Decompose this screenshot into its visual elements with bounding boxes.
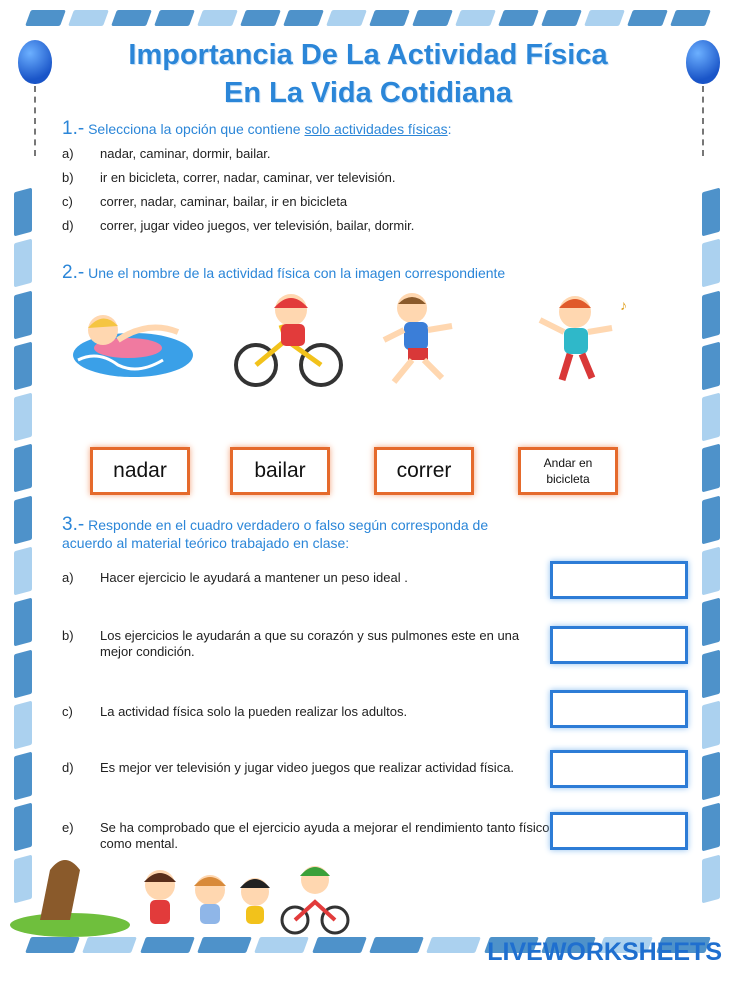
running-child-image xyxy=(372,290,502,390)
question-1-option-d[interactable]: d) correr, jugar video juegos, ver televisión, bailar, dormir. xyxy=(62,218,415,233)
answer-box-c[interactable] xyxy=(550,690,688,728)
question-1-option-c[interactable]: c) correr, nadar, caminar, bailar, ir en bicicleta xyxy=(62,194,348,209)
word-box-andar-en-bicicleta[interactable]: Andar en bicicleta xyxy=(518,447,618,495)
decorative-border-top xyxy=(28,10,708,26)
cycling-child-image xyxy=(226,290,356,390)
answer-box-e[interactable] xyxy=(550,812,688,850)
word-box-bailar[interactable]: bailar xyxy=(230,447,330,495)
question-1-option-a[interactable]: a) nadar, caminar, dormir, bailar. xyxy=(62,146,271,161)
question-3-prompt: 3.- Responde en el cuadro verdadero o falso según corresponda de acuerdo al material teórico trabajado en clase: xyxy=(62,514,489,551)
liveworksheets-logo: LIVEWORKSHEETS xyxy=(487,938,722,966)
decorative-border-right xyxy=(702,190,720,901)
answer-box-a[interactable] xyxy=(550,561,688,599)
question-1-prompt: 1.- Selecciona la opción que contiene solo actividades físicas: xyxy=(62,118,452,139)
page-title xyxy=(0,36,736,112)
svg-text:♪: ♪ xyxy=(620,297,627,313)
question-2-prompt: 2.- Une el nombre de la actividad física con la imagen correspondiente xyxy=(62,262,506,283)
decorative-border-left xyxy=(14,190,32,901)
word-box-correr[interactable]: correr xyxy=(374,447,474,495)
dancing-child-image xyxy=(520,290,650,390)
title-line-2: En La Vida Cotidiana xyxy=(224,77,512,109)
swimming-child-image xyxy=(68,290,198,390)
question-1-option-b[interactable]: b) ir en bicicleta, correr, nadar, caminar, ver televisión. xyxy=(62,170,396,185)
children-playing-illustration xyxy=(10,840,350,940)
word-box-nadar[interactable]: nadar xyxy=(90,447,190,495)
answer-box-b[interactable] xyxy=(550,626,688,664)
answer-box-d[interactable] xyxy=(550,750,688,788)
title-line-1: Importancia De La Actividad Física xyxy=(128,39,608,71)
